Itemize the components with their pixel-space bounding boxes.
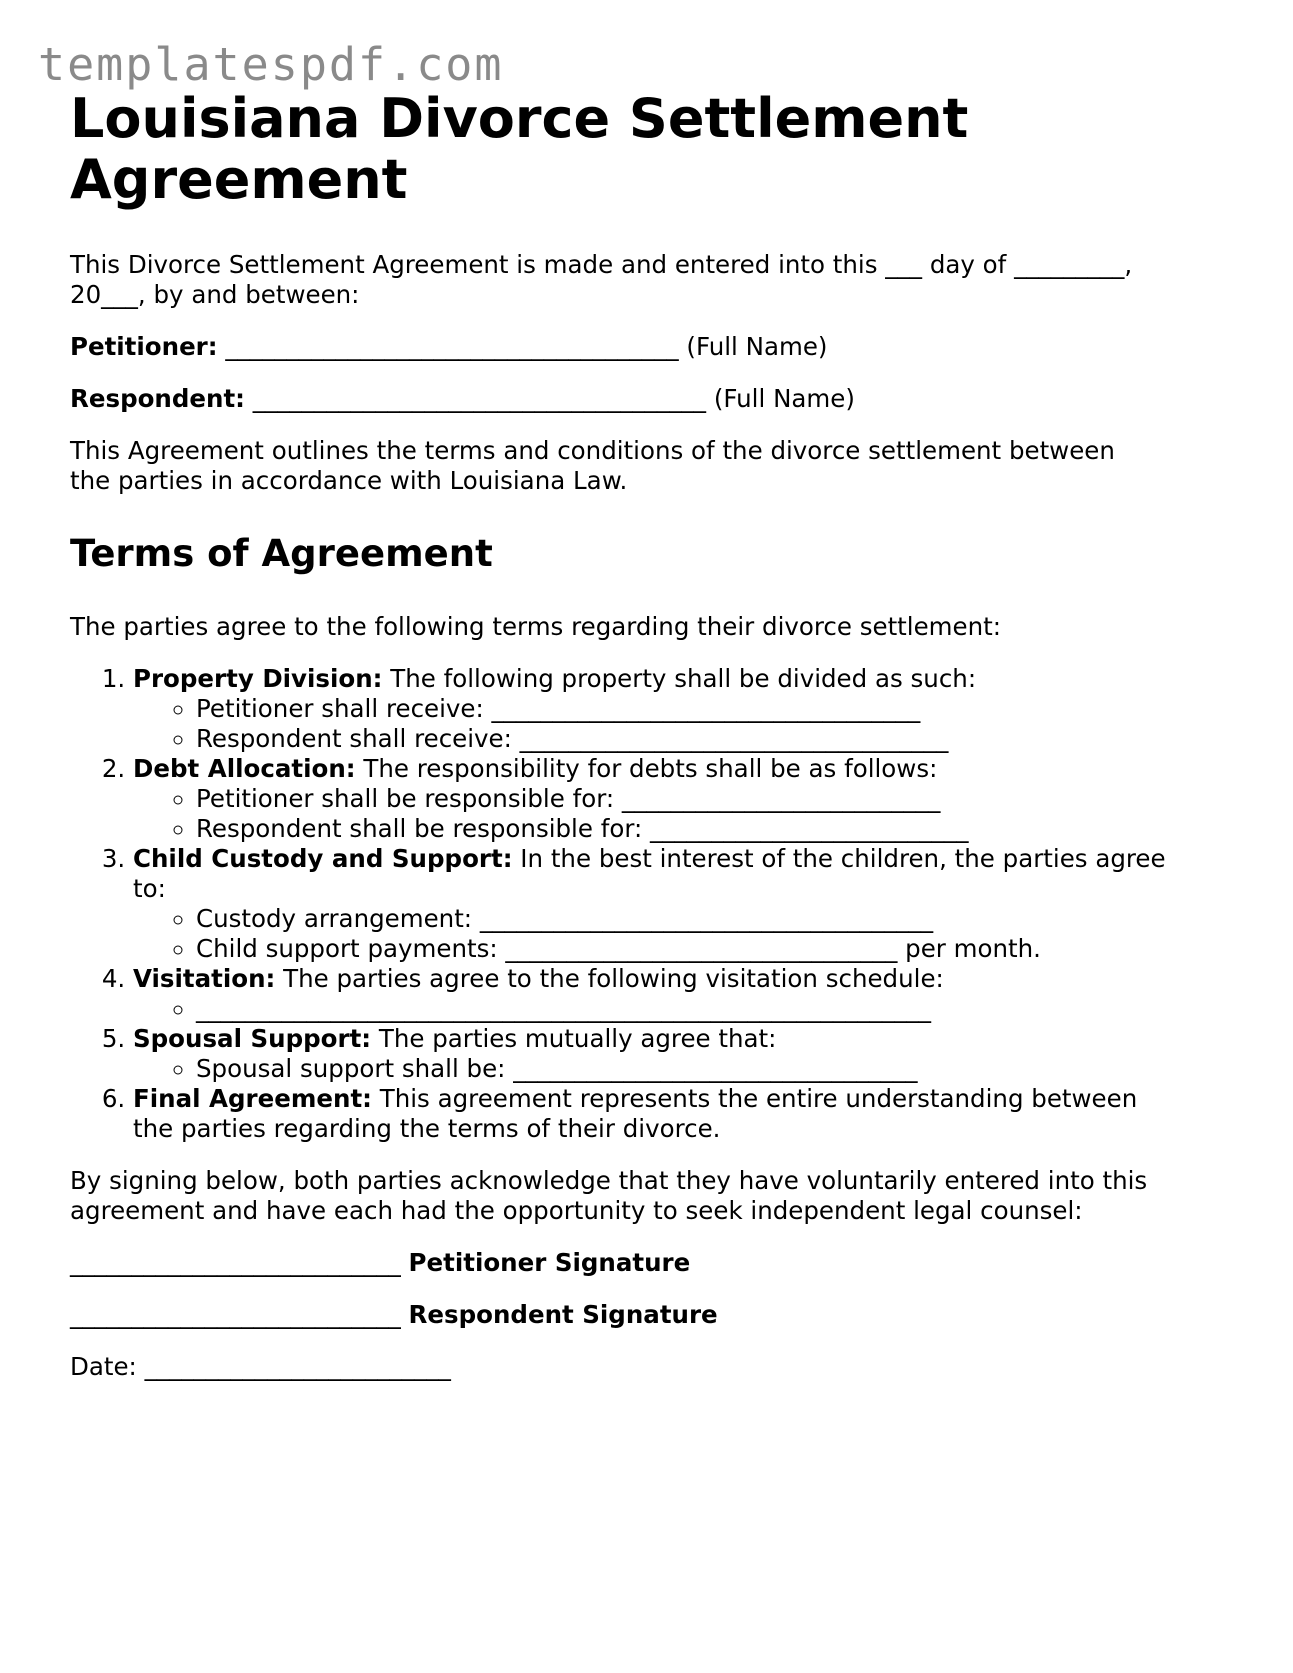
petitioner-name-field[interactable]: _____________________________________ xyxy=(225,332,679,361)
petitioner-signature-row xyxy=(70,1248,1230,1278)
date-label: Date: xyxy=(70,1352,137,1381)
petitioner-full-name-note: (Full Name) xyxy=(686,332,828,361)
term-text: In the best interest of the children, the parties agree to: xyxy=(133,844,1166,903)
petitioner-signature-field[interactable]: ___________________________ xyxy=(70,1248,401,1277)
term-visitation xyxy=(133,964,1173,1024)
outline-paragraph: This Agreement outlines the terms and conditions of the divorce settlement between the parties in accordance with Louisiana Law. xyxy=(70,436,1115,495)
terms-intro: The parties agree to the following terms regarding their divorce settlement: xyxy=(70,612,1001,641)
term-text: The parties agree to the following visitation schedule: xyxy=(275,964,944,993)
terms-heading: Terms of Agreement xyxy=(70,532,493,575)
term-final-agreement xyxy=(133,1084,1173,1144)
term-subitem[interactable]: ◦ Child support payments: ________________________________ per month. xyxy=(196,934,1173,964)
respondent-signature-row xyxy=(70,1300,1230,1330)
intro-paragraph xyxy=(70,250,1230,310)
respondent-name-field[interactable]: _____________________________________ xyxy=(252,384,707,413)
petitioner-signature-label: Petitioner Signature xyxy=(408,1248,691,1277)
term-spousal-support xyxy=(133,1024,1173,1084)
term-property-division xyxy=(133,664,1173,754)
date-row xyxy=(70,1352,1230,1382)
term-title: Final Agreement: xyxy=(133,1084,372,1113)
document-page xyxy=(70,88,1230,1382)
respondent-signature-field[interactable]: ___________________________ xyxy=(70,1300,401,1329)
term-title: Property Division: xyxy=(133,664,383,693)
document-title: Louisiana Divorce Settlement Agreement xyxy=(70,87,969,211)
term-subitem[interactable]: ◦ Respondent shall receive: ___________________________________ xyxy=(196,724,1173,754)
term-subitem[interactable]: ◦ Respondent shall be responsible for: __________________________ xyxy=(196,814,1173,844)
term-subitem[interactable]: ◦ Petitioner shall be responsible for: __________________________ xyxy=(196,784,1173,814)
watermark: templatespdf.com xyxy=(38,38,504,91)
intro-line-2: 20___, by and between: xyxy=(70,280,360,309)
term-subitem[interactable]: ◦ Petitioner shall receive: ___________________________________ xyxy=(196,694,1173,724)
term-text: The responsibility for debts shall be as follows: xyxy=(355,754,938,783)
petitioner-label: Petitioner: xyxy=(70,332,218,361)
acknowledgement-paragraph: By signing below, both parties acknowledge that they have voluntarily entered into this agreement and have each had the opportunity to seek independent legal counsel: xyxy=(70,1166,1148,1225)
respondent-label: Respondent: xyxy=(70,384,245,413)
term-text: The following property shall be divided as such: xyxy=(382,664,977,693)
term-title: Child Custody and Support: xyxy=(133,844,513,873)
term-child-custody xyxy=(133,844,1173,964)
respondent-row xyxy=(70,384,1230,414)
term-text: The parties mutually agree that: xyxy=(371,1024,777,1053)
term-subitem[interactable]: ◦ ____________________________________________________________ xyxy=(196,994,1173,1024)
term-subitem[interactable]: ◦ Spousal support shall be: _________________________________ xyxy=(196,1054,1173,1084)
term-title: Spousal Support: xyxy=(133,1024,372,1053)
respondent-signature-label: Respondent Signature xyxy=(408,1300,718,1329)
respondent-full-name-note: (Full Name) xyxy=(713,384,855,413)
date-field[interactable]: _________________________ xyxy=(144,1352,451,1381)
term-text: This agreement represents the entire understanding between the parties regarding the terms of their divorce. xyxy=(133,1084,1138,1143)
petitioner-row xyxy=(70,332,1230,362)
term-subitem[interactable]: ◦ Custody arrangement: _____________________________________ xyxy=(196,904,1173,934)
intro-line-1: This Divorce Settlement Agreement is made and entered into this ___ day of _________, xyxy=(70,250,1133,279)
terms-list xyxy=(70,664,1173,1144)
term-debt-allocation xyxy=(133,754,1173,844)
term-title: Debt Allocation: xyxy=(133,754,356,783)
term-title: Visitation: xyxy=(133,964,276,993)
